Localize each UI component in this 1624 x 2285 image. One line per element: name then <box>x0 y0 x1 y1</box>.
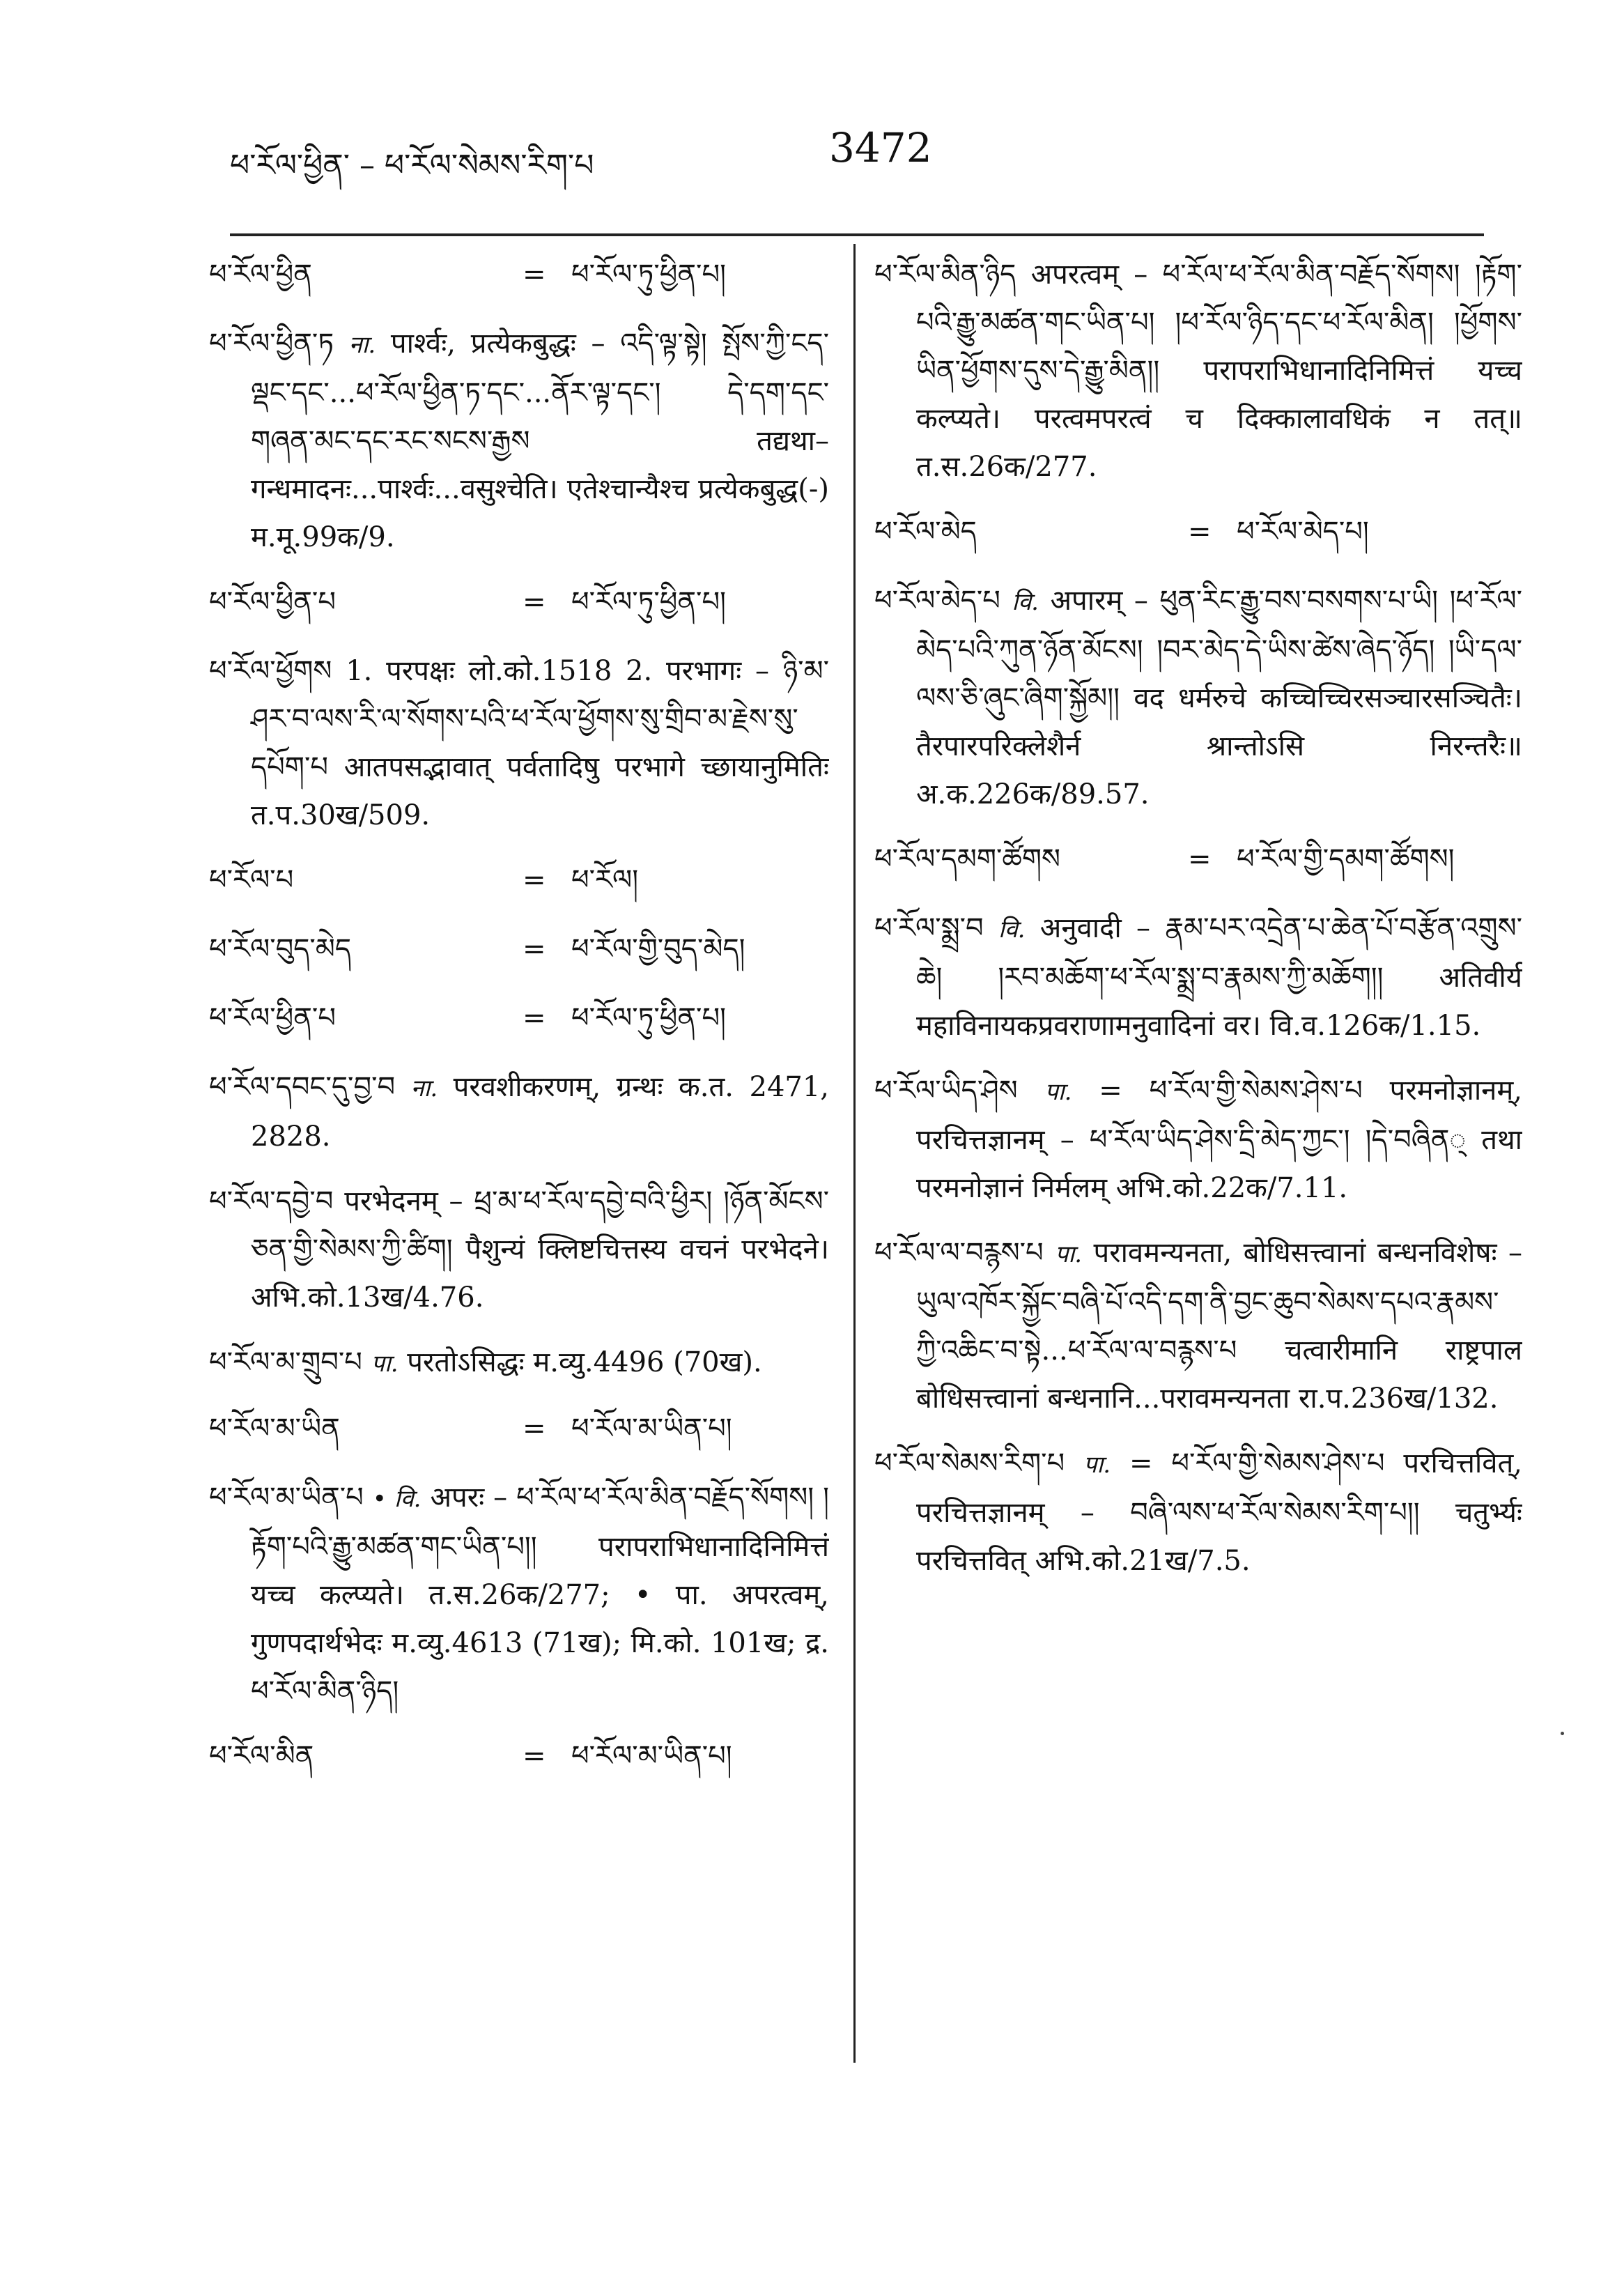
print-speck <box>1561 1732 1564 1735</box>
equals-sign: = <box>523 933 546 965</box>
equals-sign: = <box>523 586 546 618</box>
grammar-label: पा. <box>1083 1451 1111 1479</box>
cross-reference-entry <box>209 925 829 974</box>
entry-definition: पार्श्वः, प्रत्येकबुद्धः – འདི་ལྟ་སྟེ། སྤོས་ཀྱི་ངད་ལྡང་དང་...ཕ་རོལ་ཕྱིན་ཏ་དང་...ནོར་ལྟ་དང་། དེ་དག་དང་གཞན་མང་དང་རང་སངས་རྒྱས तद्यथा–गन्धमादनः...पार्श्वः...वसुश्चेति। एतेश्चान्यैश्च प्रत्येकबुद्ध(-) म.मू.99क/9. <box>251 328 829 553</box>
entry-definition: परवशीकरणम्, ग्रन्थः क.त. 2471, 2828. <box>251 1071 829 1153</box>
column-divider <box>853 244 856 2063</box>
dictionary-entry <box>874 577 1522 819</box>
dictionary-entry <box>874 1229 1522 1423</box>
reference-target: ཕ་རོལ་ཏུ་ཕྱིན་པ། <box>571 1002 726 1034</box>
headword: ཕ་རོལ་པ <box>209 864 294 896</box>
cross-reference-entry <box>874 836 1522 884</box>
reference-target: ཕ་རོལ། <box>571 864 639 896</box>
headword: ཕ་རོལ་ཕྱིན་པ <box>209 586 336 618</box>
headword: ཕ་རོལ་མ་ཡིན <box>209 1413 340 1445</box>
headword: ཕ་རོལ་མིན་ཉིད <box>874 259 1016 291</box>
equals-sign: = <box>523 1740 546 1772</box>
reference-target: ཕ་རོལ་མེད་པ། <box>1237 516 1369 548</box>
grammar-label: वि. <box>998 916 1026 944</box>
cross-reference-entry <box>209 994 829 1043</box>
entry-definition: अपरत्वम् – ཕ་རོལ་ཕ་རོལ་མིན་བརྗོད་སོགས། །རྟོག་པའི་རྒྱུ་མཚན་གང་ཡིན་པ། །ཕ་རོལ་ཉིད་དང་ཕ་རོལ་མིན། །ཕྱོགས་ཡིན་ཕྱོགས་དུས་དེ་རྒྱུ་མིན།། परापराभिधानादिनिमित्तं यच्च कल्प्यते। परत्वमपरत्वं च दिक्कालावधिकं न तत्॥ त.स.26क/277. <box>916 259 1522 483</box>
grammar-label: पा. <box>371 1350 399 1378</box>
equals-sign: = <box>1188 843 1212 875</box>
dictionary-entry <box>209 1339 829 1388</box>
grammar-label: • वि. <box>372 1485 422 1513</box>
cross-reference-entry <box>209 856 829 905</box>
dictionary-entry <box>874 251 1522 491</box>
entry-definition: अनुवादी – རྣམ་པར་འདྲེན་པ་ཆེན་པོ་བརྩོན་འགྲུས་ཆེ། །རབ་མཆོག་ཕ་རོལ་སྨྲ་བ་རྣམས་ཀྱི་མཆོག།། अतिवीर्य महाविनायकप्रवराणामनुवादिनां वर। वि.व.126क/1.15. <box>916 912 1522 1042</box>
running-head: ཕ་རོལ་ཕྱིན་ – ཕ་རོལ་སེམས་རིག་པ <box>230 148 594 183</box>
equals-sign: = <box>523 864 546 896</box>
entry-definition: अपरः – ཕ་རོལ་ཕ་རོལ་མིན་བརྗོད་སོགས། །རྟོག་པའི་རྒྱུ་མཚན་གང་ཡིན་པ།། परापराभिधानादिनिमित्तं यच्च कल्प्यते। त.स.26क/277; • पा. अपरत्वम्, गुणपदार्थभेदः म.व्यु.4613 (71ख); मि.को. 101ख; द्र. ཕ་རོལ་མིན་ཉིད། <box>251 1482 829 1707</box>
reference-target: ཕ་རོལ་ཏུ་ཕྱིན་པ། <box>571 259 726 291</box>
dictionary-entry <box>874 905 1522 1050</box>
headword: ཕ་རོལ་དབྱེ་བ <box>209 1185 334 1217</box>
reference-target: ཕ་རོལ་གྱི་དམག་ཚོགས། <box>1237 843 1455 875</box>
cross-reference-entry <box>874 508 1522 556</box>
equals-sign: = <box>523 1413 546 1445</box>
headword: ཕ་རོལ་སེམས་རིག་པ <box>874 1447 1065 1479</box>
dictionary-entry <box>874 1067 1522 1213</box>
grammar-label: ना. <box>348 331 376 359</box>
dictionary-entry <box>209 1178 829 1322</box>
entry-definition: परतोऽसिद्धः म.व्यु.4496 (70ख). <box>407 1346 762 1378</box>
cross-reference-entry <box>209 1405 829 1453</box>
headword: ཕ་རོལ་བུད་མེད <box>209 933 352 965</box>
headword: ཕ་རོལ་མིན <box>209 1740 314 1772</box>
grammar-label: वि. <box>1012 588 1039 616</box>
headword: ཕ་རོལ་མེད <box>874 516 977 548</box>
equals-sign: = <box>523 1002 546 1034</box>
headword: ཕ་རོལ་མ་གྲུབ་པ <box>209 1346 362 1378</box>
entry-definition: = ཕ་རོལ་གྱི་སེམས་ཤེས་པ परमनोज्ञानम्, परचित्तज्ञानम् – ཕ་རོལ་ཡིད་ཤེས་དྲི་མེད་ཀྱང་། །དེ་བཞིན् तथा परमनोज्ञानं निर्मलम् अभि.को.22क/7.11. <box>916 1075 1522 1204</box>
headword: ཕ་རོལ་ཕྱིན་ཏ <box>209 328 334 360</box>
grammar-label: पा. <box>1044 1078 1072 1106</box>
cross-reference-entry <box>209 1732 829 1780</box>
headword: ཕ་རོལ་སྨྲ་བ <box>874 912 984 944</box>
dictionary-entry <box>209 320 829 562</box>
equals-sign: = <box>523 259 546 291</box>
left-column <box>209 251 829 2244</box>
dictionary-entry <box>874 1440 1522 1585</box>
entry-definition: 1. परपक्षः लो.को.1518 2. परभागः – ཉི་མ་ཤར་བ་ལས་རི་ལ་སོགས་པའི་ཕ་རོལ་ཕྱོགས་སུ་གྲིབ་མ་རྗེས་སུ་དཔོག་པ आतपसद्भावात् पर्वतादिषु परभागे च्छायानुमितिः त.प.30ख/509. <box>251 655 829 831</box>
reference-target: ཕ་རོལ་གྱི་བུད་མེད། <box>571 933 745 965</box>
entry-definition: परावमन्यनता, बोधिसत्त्वानां बन्धनविशेषः – ཡུལ་འཁོར་སྐྱོང་བཞི་པོ་འདི་དག་ནི་བྱང་ཆུབ་སེམས་དཔའ་རྣམས་ཀྱི་འཆིང་བ་སྟེ...ཕ་རོལ་ལ་བརྙས་པ चत्वारीमानि राष्ट्रपाल बोधिसत्त्वानां बन्धनानि...परावमन्यनता रा.प.236ख/132. <box>916 1237 1522 1415</box>
headword: ཕ་རོལ་ཕྱིན <box>209 259 312 291</box>
reference-target: ཕ་རོལ་མ་ཡིན་པ། <box>571 1413 732 1445</box>
page-header <box>230 124 1498 187</box>
cross-reference-entry <box>209 578 829 626</box>
cross-reference-entry <box>209 251 829 299</box>
page-number: 3472 <box>829 124 932 171</box>
entry-definition: = ཕ་རོལ་གྱི་སེམས་ཤེས་པ परचित्तवित्, परचित्तज्ञानम् – བཞི་ལས་ཕ་རོལ་སེམས་རིག་པ།། चतुर्भ्यः परचित्तवित् अभि.को.21ख/7.5. <box>916 1447 1522 1577</box>
entry-definition: परभेदनम् – ཕྲ་མ་ཕ་རོལ་དབྱེ་བའི་ཕྱིར། །ཉོན་མོངས་ཅན་གྱི་སེམས་ཀྱི་ཚིག། पैशुन्यं क्लिष्टचित्तस्य वचनं परभेदने। अभि.को.13ख/4.76. <box>251 1185 829 1314</box>
headword: ཕ་རོལ་ཕྱོགས <box>209 655 332 687</box>
headword: ཕ་རོལ་མེད་པ <box>874 585 1000 617</box>
equals-sign: = <box>1188 516 1212 548</box>
headword: ཕ་རོལ་མ་ཡིན་པ <box>209 1482 364 1514</box>
dictionary-entry <box>209 647 829 840</box>
dictionary-entry <box>209 1474 829 1716</box>
reference-target: ཕ་རོལ་མ་ཡིན་པ། <box>571 1740 732 1772</box>
headword: ཕ་རོལ་དབང་དུ་བྱ་བ <box>209 1071 396 1103</box>
grammar-label: ना. <box>410 1075 438 1102</box>
headword: ཕ་རོལ་ཡིད་ཤེས <box>874 1075 1018 1107</box>
headword: ཕ་རོལ་ཕྱིན་པ <box>209 1002 336 1034</box>
reference-target: ཕ་རོལ་ཏུ་ཕྱིན་པ། <box>571 586 726 618</box>
headword: ཕ་རོལ་ལ་བརྙས་པ <box>874 1237 1044 1269</box>
entry-definition: अपारम् – ཕུན་རིང་རྒྱུ་བས་བསགས་པ་ཡི། །ཕ་རོལ་མེད་པའི་ཀུན་ཉོན་མོངས། །བར་མེད་དེ་ཡིས་ཚེས་ཞེད་ཉོད། །ཡི་དལ་ལས་ཅི་ཞུང་ཞིག་སྐྱོམ།། वद धर्मरुचे कच्चिच्चिरसञ्चारसञ्चितैः। तैरपारपरिक्लेशैर्न श्रान्तोऽसि निरन्तरैः॥ अ.क.226क/89.57. <box>916 585 1522 810</box>
right-column <box>874 251 1522 2244</box>
header-rule <box>230 233 1484 236</box>
grammar-label: पा. <box>1055 1240 1083 1268</box>
dictionary-entry <box>209 1063 829 1161</box>
headword: ཕ་རོལ་དམག་ཚོགས <box>874 843 1061 875</box>
